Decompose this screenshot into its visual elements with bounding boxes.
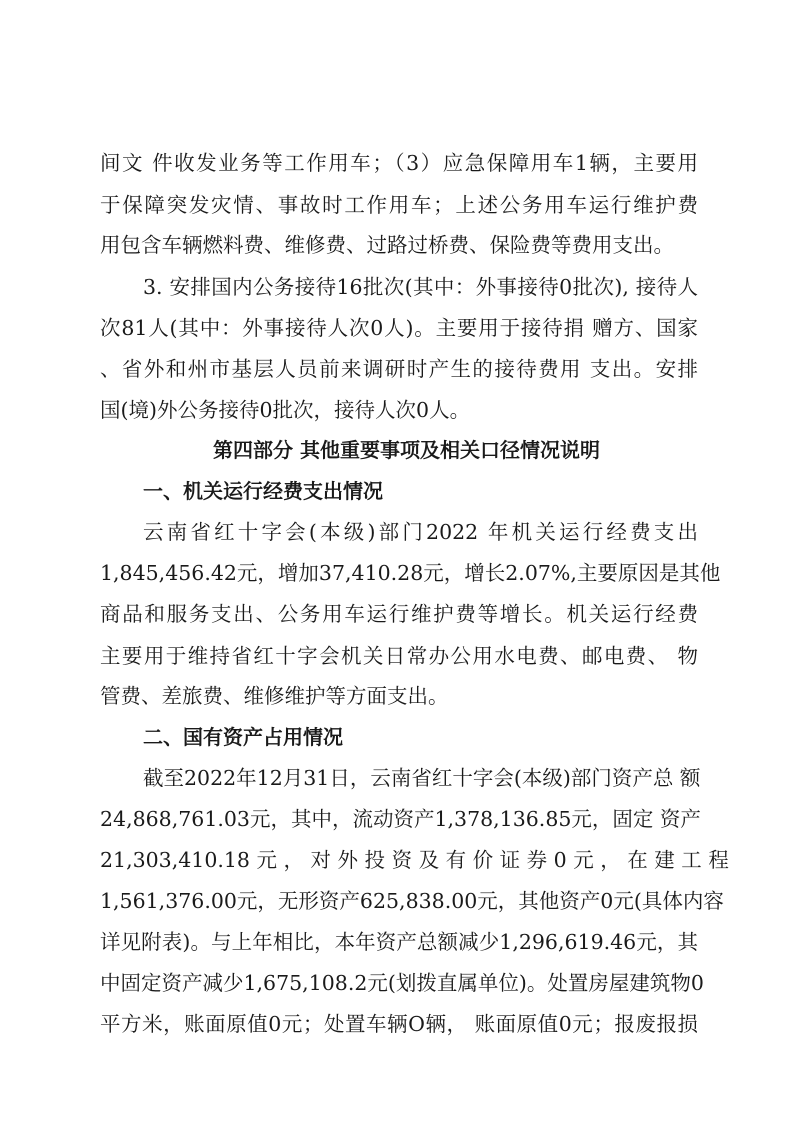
- paragraph-line: 、省外和州市基层人员前来调研时产生的接待费用 支出。安排: [100, 357, 698, 381]
- paragraph-line: 截至2022年12月31日，云南省红十字会(本级)部门资产总 额: [143, 766, 701, 790]
- paragraph-line: 管费、差旅费、维修维护等方面支出。: [100, 684, 449, 708]
- subsection-title: 一、机关运行经费支出情况: [143, 479, 383, 503]
- paragraph-line: 1,561,376.00元，无形资产625,838.00元，其他资产0元(具体内容: [100, 889, 724, 913]
- paragraph-line: 用包含车辆燃料费、维修费、过路过桥费、保险费等费用支出。: [100, 233, 674, 257]
- paragraph-line: 云南省红十字会(本级)部门2022 年机关运行经费支出: [143, 520, 698, 544]
- paragraph-line: 平方米，账面原值0元；处置车辆O辆， 账面原值0元；报废报损: [100, 1012, 698, 1036]
- paragraph-line: 主要用于维持省红十字会机关日常办公用水电费、邮电费、 物: [100, 644, 698, 668]
- paragraph-line: 国(境)外公务接待0批次，接待人次0人。: [100, 398, 471, 422]
- paragraph-line: 详见附表)。与上年相比，本年资产总额减少1,296,619.46元，其: [100, 930, 698, 954]
- paragraph-line: 商品和服务支出、公务用车运行维护费等增长。机关运行经费: [100, 602, 698, 626]
- paragraph-line: 1,845,456.42元，增加37,410.28元，增长2.07%,主要原因是其他: [100, 561, 721, 585]
- paragraph-line: 3. 安排国内公务接待16批次(其中：外事接待0批次), 接待人: [143, 275, 698, 299]
- paragraph-line: 间文 件收发业务等工作用车；（3）应急保障用车1辆，主要用: [100, 151, 698, 175]
- subsection-title: 二、国有资产占用情况: [143, 725, 343, 749]
- paragraph-line: 次81人(其中：外事接待人次0人)。主要用于接待捐 赠方、国家: [100, 316, 698, 340]
- section-title: 第四部分 其他重要事项及相关口径情况说明: [213, 438, 600, 462]
- paragraph-line: 中固定资产减少1,675,108.2元(划拨直属单位)。处置房屋建筑物0: [100, 971, 704, 995]
- paragraph-line: 24,868,761.03元，其中，流动资产1,378,136.85元，固定 资产: [100, 807, 701, 831]
- paragraph-line: 于保障突发灾情、事故时工作用车；上述公务用车运行维护费: [100, 193, 698, 217]
- paragraph-line: 21,303,410.18 元 ， 对 外 投 资 及 有 价 证 券 0 元 ， 在 建 工 程: [100, 848, 729, 872]
